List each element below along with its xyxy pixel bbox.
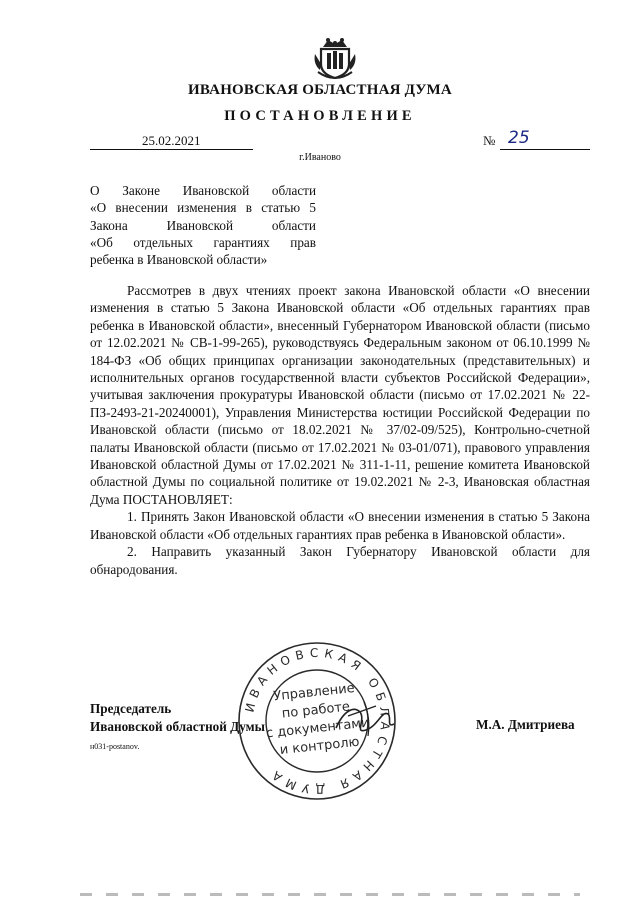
stamp-ring-text: ИВАНОВСКАЯ ОБЛАСТНАЯ ДУМА (242, 645, 393, 797)
number-field (500, 128, 590, 150)
subject-line: «О внесении изменения в статью 5 (90, 200, 316, 216)
document-subject (90, 182, 316, 268)
stamp-center-line: с документами (265, 715, 371, 742)
subject-line: Закона Ивановской области (90, 217, 316, 233)
signatory-title-line1: Председатель (90, 701, 172, 716)
subject-line: ребенка в Ивановской области» (90, 252, 268, 268)
organization-name: ИВАНОВСКАЯ ОБЛАСТНАЯ ДУМА (188, 82, 452, 98)
file-code: н031-postanov. (90, 742, 140, 751)
coat-of-arms-icon (312, 34, 358, 80)
resolution-item-2: 2. Направить указанный Закон Губернатору Ивановской области для обнародования. (90, 544, 590, 577)
resolution-item-1: 1. Принять Закон Ивановской области «О внесении изменения в статью 5 Закона Ивановской области «Об отдельных гарантиях прав ребенка в Ивановской области». (90, 509, 590, 542)
scan-artifact (80, 893, 580, 896)
date-number-line (0, 128, 640, 153)
official-stamp (236, 640, 398, 802)
preamble-paragraph: Рассмотрев в двух чтениях проект закона Ивановской области «О внесении изменения в статью 5 Закона Ивановской области «Об отдельных гарантиях прав ребенка в Ивановской области», внесенный Губернатором Ивановской области (письмо от 12.02.2021 № СВ-1-99-265), руководствуясь Федеральным законом от 06.10.1999 № 184-ФЗ «Об общих принципах организации законодательных (представительных) и исполнительных органов государственной власти субъектов Российской Федерации», учитывая заключения прокуратуры Ивановской области (письмо от 17.02.2021 № 22-ПЗ-2493-21-20240001), Управления Министерства юстиции Российской Федерации по Ивановской области (письмо от 18.02.2021 № 37/02-09/525), Контрольно-счетной палаты Ивановской области (письмо от 17.02.2021 № 03-01/071), правового управления Ивановской областной Думы от 17.02.2021 № 311-1-11, решение комитета Ивановской областной Думы по социальной политике от 19.02.2021 № 2-3, Ивановская областная Дума ПОСТАНОВЛЯЕТ: (90, 283, 590, 507)
document-date: 25.02.2021 (142, 133, 201, 148)
stamp-center-line: и контролю (279, 734, 361, 758)
date-field (90, 133, 253, 150)
signatory-title-line2: Ивановской областной Думы (90, 718, 265, 734)
subject-line: «Об отдельных гарантиях прав (90, 234, 316, 250)
document-number: 25 (508, 128, 530, 148)
document-body (90, 282, 590, 578)
signatory-name: М.А. Дмитриева (476, 717, 575, 732)
number-label: № (483, 133, 496, 148)
city: г.Иваново (299, 152, 341, 163)
stamp-center-line: по работе (281, 699, 351, 722)
document-type: ПОСТАНОВЛЕНИЕ (224, 108, 416, 124)
stamp-center-line: Управление (272, 680, 356, 705)
subject-line: О Законе Ивановской области (90, 183, 316, 198)
